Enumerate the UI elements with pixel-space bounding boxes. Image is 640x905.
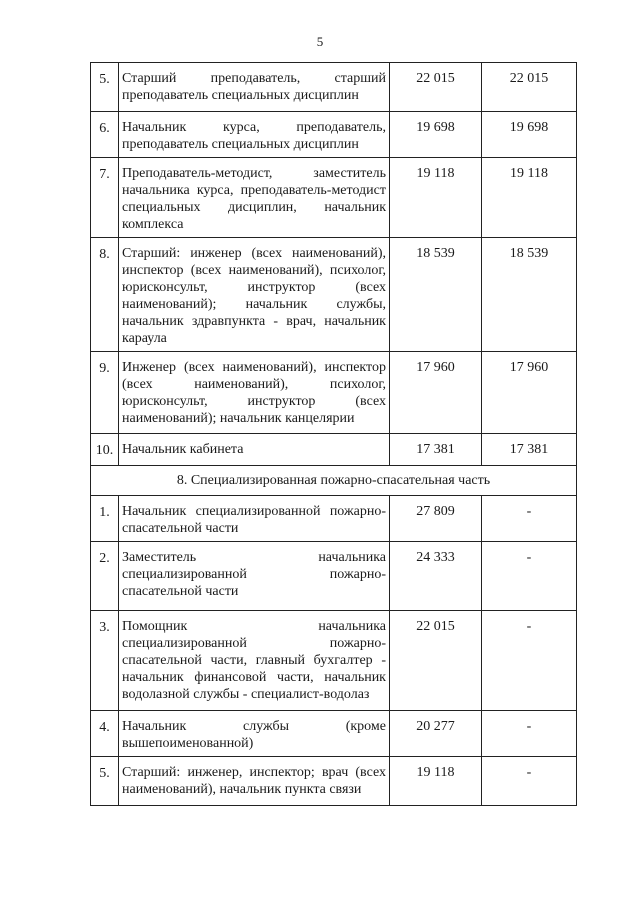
salary-value-2: 18 539 (509, 246, 549, 261)
position-title-cell (119, 496, 390, 542)
salary-value-2: 22 015 (509, 71, 549, 86)
table-row (91, 611, 577, 711)
salary-value-1: 18 539 (416, 246, 455, 261)
position-title-cell (119, 711, 390, 757)
salary-value-1-cell (390, 757, 482, 806)
salary-value-2: - (526, 504, 532, 519)
salary-value-1: 17 381 (416, 442, 455, 457)
salary-value-2-cell (482, 611, 577, 711)
salary-value-1: 22 015 (416, 619, 455, 634)
position-title-cell (119, 63, 390, 112)
position-title-cell (119, 158, 390, 238)
row-number: 6. (99, 121, 110, 136)
row-number: 4. (99, 720, 110, 735)
salary-value-2-cell (482, 542, 577, 611)
salary-value-2: 17 960 (509, 360, 549, 375)
position-title: Инженер (всех наименований), инспектор (всех наименований), психолог, юрисконсульт, инструктор (всех наименований); начальник канцелярии (122, 360, 386, 426)
row-number-cell (91, 496, 119, 542)
table-row (91, 112, 577, 158)
row-number: 8. (99, 247, 110, 262)
salary-value-2: 19 118 (510, 166, 548, 181)
row-number-cell (91, 434, 119, 466)
position-title: Начальник курса, преподаватель, преподаватель специальных дисциплин (122, 120, 386, 152)
salary-value-2: - (526, 619, 532, 634)
salary-value-2-cell (482, 496, 577, 542)
position-title-cell (119, 434, 390, 466)
table-row (91, 158, 577, 238)
salary-value-1: 22 015 (416, 71, 455, 86)
table-row (91, 434, 577, 466)
salary-value-2: - (526, 765, 532, 780)
row-number-cell (91, 757, 119, 806)
salary-value-2-cell (482, 352, 577, 434)
salary-value-1-cell (390, 711, 482, 757)
salary-value-1-cell (390, 496, 482, 542)
row-number-cell (91, 542, 119, 611)
salary-value-2-cell (482, 434, 577, 466)
row-number: 5. (99, 72, 110, 87)
salary-value-1: 19 118 (416, 765, 455, 780)
salary-table (90, 62, 577, 806)
position-title-cell (119, 542, 390, 611)
salary-value-2-cell (482, 63, 577, 112)
row-number: 1. (99, 505, 110, 520)
row-number-cell (91, 611, 119, 711)
table-row (91, 238, 577, 352)
salary-value-1: 20 277 (416, 719, 455, 734)
salary-value-2: - (526, 719, 532, 734)
position-title: Начальник службы (кроме вышепоименованной) (122, 719, 386, 751)
salary-value-1: 19 698 (416, 120, 455, 135)
position-title-cell (119, 352, 390, 434)
position-title: Старший: инженер, инспектор; врач (всех наименований), начальник пункта связи (122, 765, 386, 797)
salary-value-1: 27 809 (416, 504, 455, 519)
row-number-cell (91, 352, 119, 434)
salary-value-1-cell (390, 63, 482, 112)
section-title: 8. Специализированная пожарно-спасательная часть (91, 466, 577, 496)
row-number: 10. (95, 443, 114, 458)
salary-value-2-cell (482, 757, 577, 806)
position-title-cell (119, 238, 390, 352)
position-title: Заместитель начальника специализированной пожарно-спасательной части (122, 550, 386, 599)
row-number-cell (91, 711, 119, 757)
row-number-cell (91, 238, 119, 352)
salary-value-1-cell (390, 238, 482, 352)
salary-value-1-cell (390, 434, 482, 466)
salary-value-2-cell (482, 238, 577, 352)
salary-value-2-cell (482, 112, 577, 158)
salary-value-2: 17 381 (509, 442, 549, 457)
position-title: Начальник кабинета (122, 442, 244, 457)
salary-value-2-cell (482, 711, 577, 757)
position-title-cell (119, 112, 390, 158)
salary-value-1-cell (390, 352, 482, 434)
row-number: 9. (99, 361, 110, 376)
row-number: 2. (99, 551, 110, 566)
row-number: 5. (99, 766, 110, 781)
position-title: Старший преподаватель, старший преподаватель специальных дисциплин (122, 71, 386, 103)
row-number-cell (91, 112, 119, 158)
section-header-row (91, 466, 577, 496)
position-title-cell (119, 757, 390, 806)
salary-value-1-cell (390, 158, 482, 238)
row-number-cell (91, 158, 119, 238)
salary-value-1-cell (390, 611, 482, 711)
salary-value-2: - (526, 550, 532, 565)
page-number: 5 (316, 34, 324, 49)
salary-value-2: 19 698 (509, 120, 549, 135)
salary-value-1: 24 333 (416, 550, 455, 565)
position-title: Помощник начальника специализированной пожарно-спасательной части, главный бухгалтер - начальник финансовой части, начальник водолазной службы - специалист-водолаз (122, 619, 386, 702)
salary-value-1-cell (390, 112, 482, 158)
position-title-cell (119, 611, 390, 711)
salary-value-1-cell (390, 542, 482, 611)
salary-value-2-cell (482, 158, 577, 238)
position-title: Начальник специализированной пожарно-спасательной части (122, 504, 386, 536)
position-title: Преподаватель-методист, заместитель начальника курса, преподаватель-методист специальных дисциплин, начальник комплекса (122, 166, 386, 232)
row-number: 3. (99, 620, 110, 635)
table-row (91, 711, 577, 757)
salary-value-1: 19 118 (416, 166, 455, 181)
table-row (91, 496, 577, 542)
table-row (91, 352, 577, 434)
row-number-cell (91, 63, 119, 112)
salary-value-1: 17 960 (416, 360, 455, 375)
table-row (91, 757, 577, 806)
row-number: 7. (99, 167, 110, 182)
table-row (91, 542, 577, 611)
table-row (91, 63, 577, 112)
position-title: Старший: инженер (всех наименований), инспектор (всех наименований), психолог, юрисконсульт, инструктор (всех наименований); начальник службы, начальник здравпункта - врач, начальник караула (122, 246, 386, 346)
